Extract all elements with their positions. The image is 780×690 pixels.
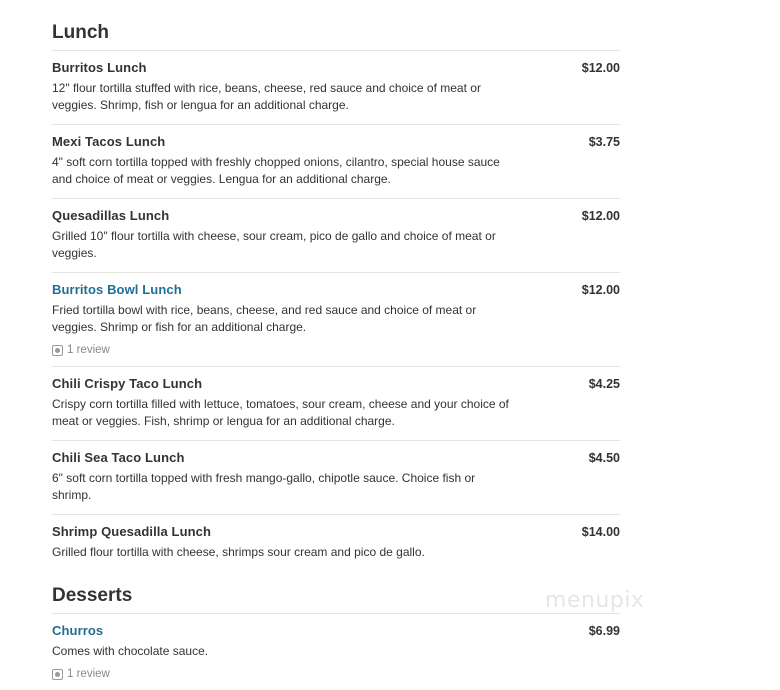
- review-badge-icon: [52, 345, 63, 356]
- item-description: Crispy corn tortilla filled with lettuce, tomatoes, sour cream, cheese and your choice of meat or veggies. Fish, shrimp or lengua for an additional charge.: [52, 397, 509, 428]
- menu-item: [52, 614, 620, 690]
- item-name: Burritos Lunch: [52, 60, 147, 75]
- item-description: 4" soft corn tortilla topped with freshly chopped onions, cilantro, special house sauce and choice of meat or veggies. Lengua for an additional charge.: [52, 155, 500, 186]
- menu-item: [52, 273, 620, 367]
- item-name: Chili Crispy Taco Lunch: [52, 376, 203, 391]
- menu-item: [52, 51, 620, 125]
- item-price: $12.00: [581, 283, 620, 297]
- item-description: 12" flour tortilla stuffed with rice, beans, cheese, red sauce and choice of meat or veggies. Shrimp, fish or lengua for an additional charge.: [52, 81, 481, 112]
- item-price: $12.00: [581, 209, 620, 223]
- item-name: Quesadillas Lunch: [52, 208, 170, 223]
- menu: [52, 0, 620, 690]
- item-name: Chili Sea Taco Lunch: [52, 450, 185, 465]
- item-description: Fried tortilla bowl with rice, beans, cheese, and red sauce and choice of meat or veggies. Shrimp or fish for an additional charge.: [52, 303, 477, 334]
- item-name: Shrimp Quesadilla Lunch: [52, 524, 212, 539]
- review-badge-icon: [52, 669, 63, 680]
- section-title-desserts: Desserts: [52, 571, 620, 614]
- review-link[interactable]: [52, 668, 620, 680]
- menu-item: [52, 515, 620, 571]
- menu-item: [52, 125, 620, 199]
- review-count: 1 review: [67, 344, 110, 356]
- item-price: $6.99: [588, 624, 620, 638]
- item-name-link[interactable]: Burritos Bowl Lunch: [52, 282, 182, 297]
- item-name-link[interactable]: Churros: [52, 623, 104, 638]
- item-description: Grilled 10" flour tortilla with cheese, sour cream, pico de gallo and choice of meat or veggies.: [52, 229, 496, 260]
- section-title-lunch: Lunch: [52, 0, 620, 51]
- review-count: 1 review: [67, 668, 110, 680]
- item-description: Comes with chocolate sauce.: [52, 644, 209, 658]
- review-link[interactable]: [52, 344, 620, 356]
- item-price: $3.75: [588, 135, 620, 149]
- menu-item: [52, 199, 620, 273]
- item-price: $12.00: [581, 61, 620, 75]
- menu-item: [52, 367, 620, 441]
- item-price: $4.25: [588, 377, 620, 391]
- item-description: Grilled flour tortilla with cheese, shrimps sour cream and pico de gallo.: [52, 545, 425, 559]
- item-name: Mexi Tacos Lunch: [52, 134, 166, 149]
- item-price: $14.00: [581, 525, 620, 539]
- menu-item: [52, 441, 620, 515]
- item-price: $4.50: [588, 451, 620, 465]
- item-description: 6" soft corn tortilla topped with fresh mango-gallo, chipotle sauce. Choice fish or shrimp.: [52, 471, 476, 502]
- watermark-logo: menupix: [545, 588, 645, 613]
